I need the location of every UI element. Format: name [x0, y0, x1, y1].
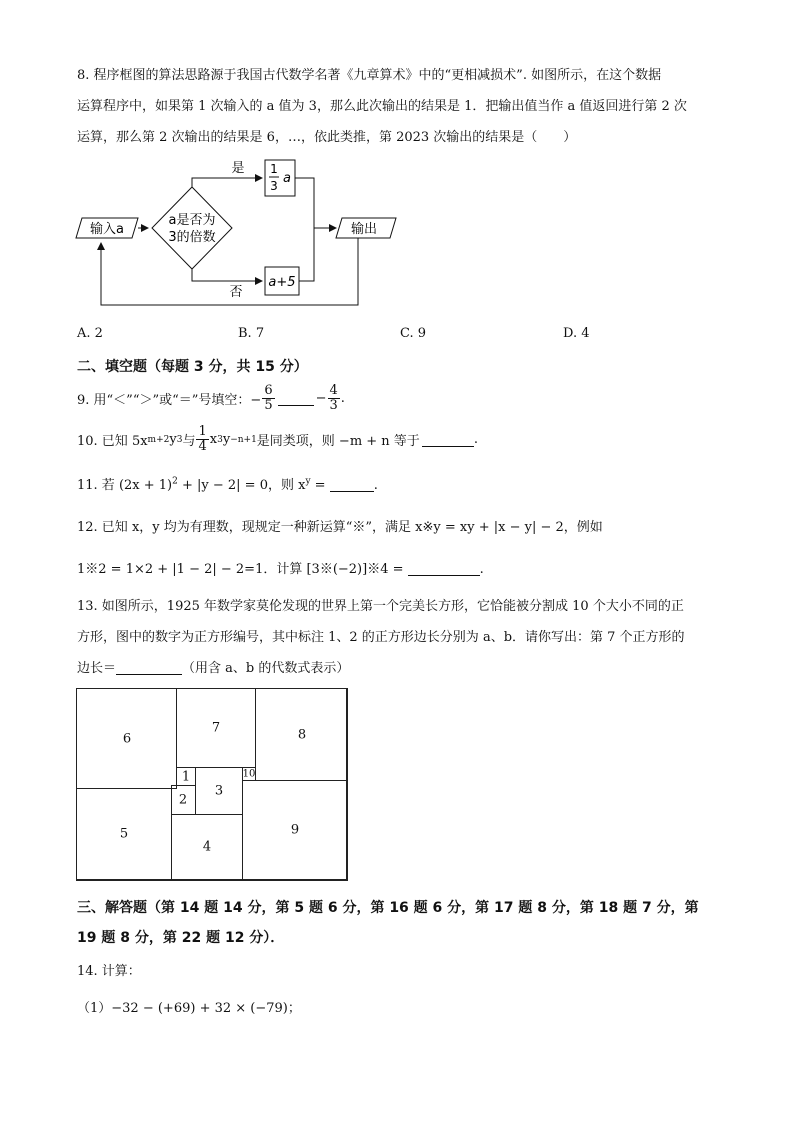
label-2: 2 [178, 792, 188, 808]
option-d: D. 4 [563, 326, 590, 341]
q14-title: 14. 计算： [77, 964, 141, 979]
input-label: 输入a [90, 222, 124, 237]
decision-label-2: 3的倍数 [168, 230, 216, 245]
q12-blank [408, 561, 480, 576]
q10-blank [422, 432, 474, 447]
decision-label-1: a是否为 [168, 213, 216, 228]
yes-label: 是 [231, 161, 245, 176]
svg-text:a: a [283, 171, 291, 186]
section2-heading: 二、填空题（每题 3 分，共 15 分） [77, 359, 308, 375]
svg-text:3: 3 [270, 179, 278, 193]
flowchart [70, 155, 430, 315]
option-b: B. 7 [238, 326, 265, 341]
q12-line1: 12. 已知 x，y 均为有理数，现规定一种新运算“※”，满足 x※y = xy + |x − y| − 2，例如 [77, 520, 603, 535]
svg-text:a+5: a+5 [268, 275, 296, 290]
label-4: 4 [202, 839, 212, 855]
label-3: 3 [214, 783, 224, 799]
q11: 11. 若 $(2x + 1)^2 + |y - 2| = 0$，则 $x^y$ = . [77, 476, 378, 493]
q13-line1: 13. 如图所示，1925 年数学家莫伦发现的世界上第一个完美长方形，它恰能被分割成 10 个大小不同的正 [77, 599, 684, 614]
label-10: 10 [242, 768, 256, 780]
label-5: 5 [119, 826, 129, 842]
option-a: A. 2 [77, 326, 103, 341]
q11-blank [330, 477, 374, 492]
label-1: 1 [181, 769, 191, 785]
perfect-rectangle [76, 688, 347, 880]
q9-blank [278, 391, 314, 406]
q8-line2: 运算程序中，如果第 1 次输入的 a 值为 3，那么此次输出的结果是 1．把输出值当作 a 值返回进行第 2 次 [77, 99, 687, 114]
label-6: 6 [122, 731, 132, 747]
q13-line3: 边长＝ （用含 a、b 的代数式表示） [77, 661, 350, 676]
q13-blank [116, 660, 182, 675]
output-label: 输出 [350, 222, 378, 237]
svg-text:1: 1 [270, 162, 278, 176]
q12-line2: 1※2 = 1×2 + |1 − 2| − 2=1．计算 [3※(−2)]※4 = . [77, 562, 484, 577]
q13-line2: 方形，图中的数字为正方形编号，其中标注 1、2 的正方形边长分别为 a、b．请你写出：第 7 个正方形的 [77, 630, 685, 645]
decision-diamond [152, 187, 232, 269]
q14-item1: （1）−32 − (+69) + 32 × (−79)； [77, 1001, 301, 1016]
q8-line3: 运算，那么第 2 次输出的结果是 6，…，依此类推，第 2023 次输出的结果是（ ） [77, 130, 577, 145]
section3-heading-2: 19 题 8 分，第 22 题 12 分）． [77, 930, 285, 946]
q10: 10. 已知 5x m+2 y 3 与 $\frac{1}{4}$ x 3 y −n+1 是同类项，则 −m + n 等于 . [77, 424, 478, 454]
q8-line1: 8. 程序框图的算法思路源于我国古代数学名著《九章算术》中的“更相减损术”. 如图所示，在这个数据 [77, 68, 662, 83]
section3-heading-1: 三、解答题（第 14 题 14 分，第 5 题 6 分，第 16 题 6 分，第 17 题 8 分，第 18 题 7 分，第 [77, 900, 699, 916]
label-7: 7 [211, 720, 221, 736]
option-c: C. 9 [400, 326, 427, 341]
label-8: 8 [297, 727, 307, 743]
no-label: 否 [229, 285, 243, 300]
q9: 9. 用“＜”“＞”或“＝”号填空：− $\frac{6}{5}$ − $\frac{4}{3}$ . [77, 383, 345, 413]
label-9: 9 [290, 822, 300, 838]
